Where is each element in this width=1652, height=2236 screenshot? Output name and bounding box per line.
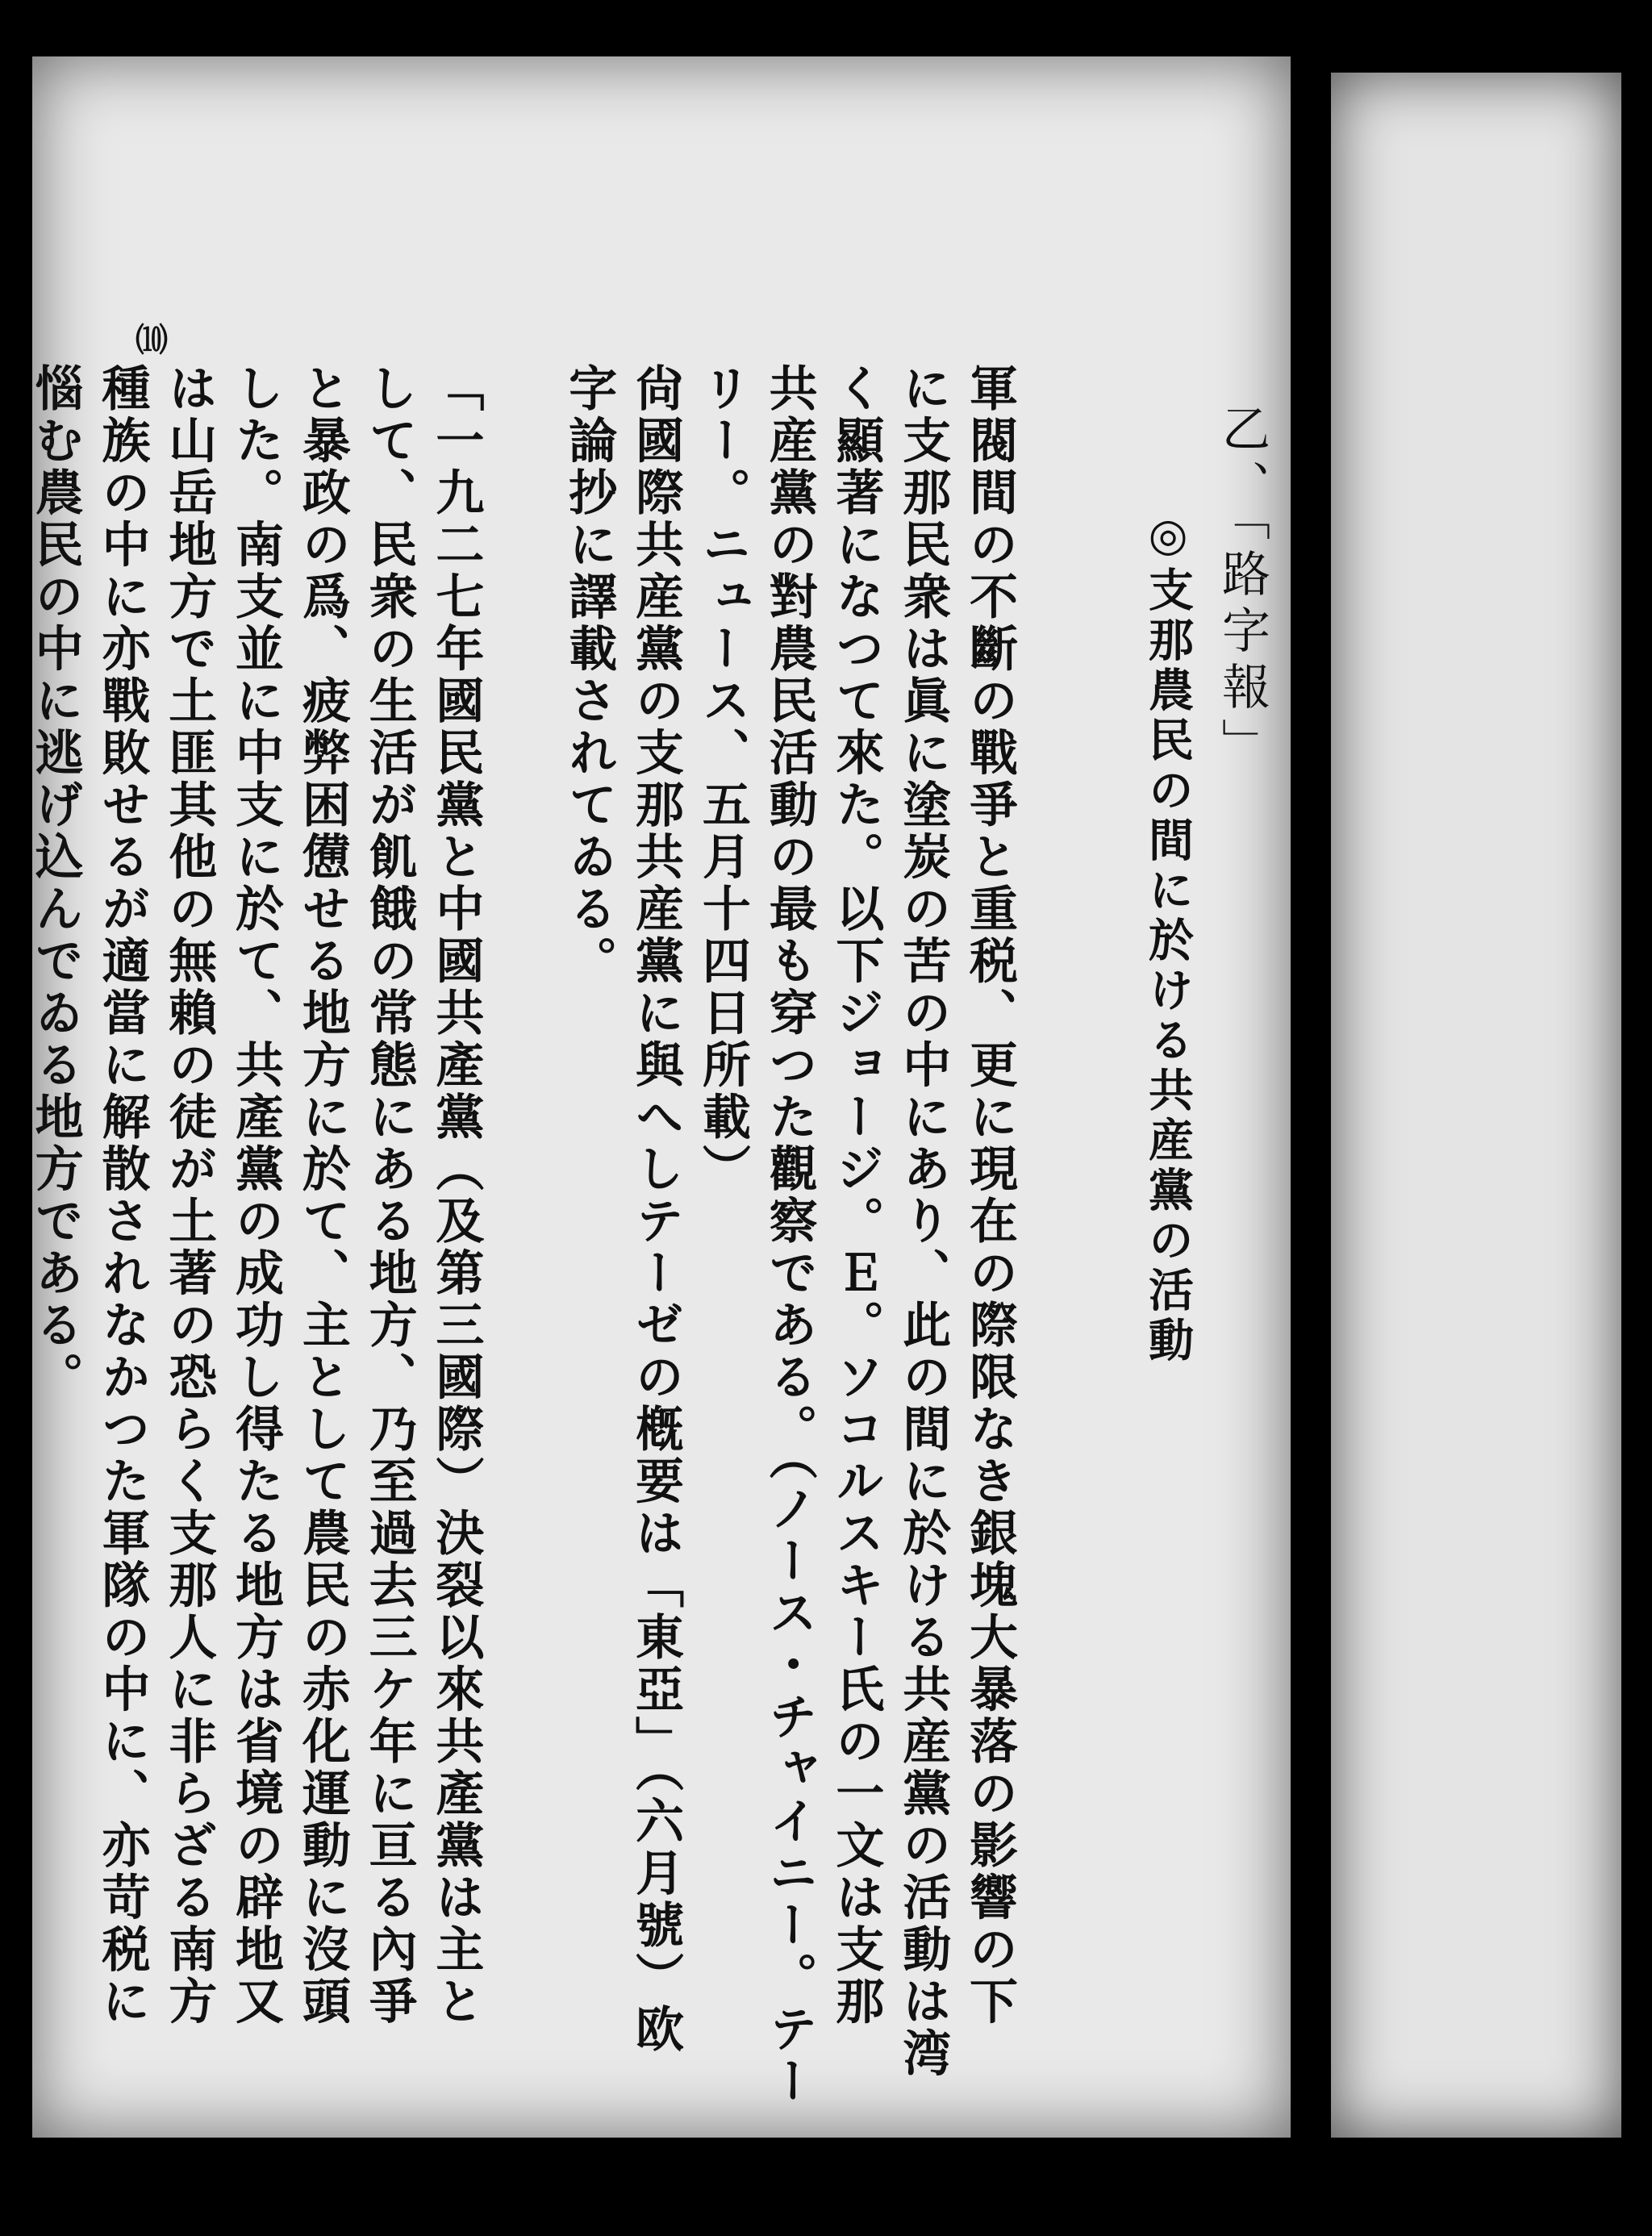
text-column: と暴政の爲、疲弊困憊せる地方に於て、主として農民の赤化運動に沒頭 — [294, 363, 351, 2028]
section-heading: 乙、「路字報」 — [1214, 403, 1270, 774]
article-body — [0, 363, 1089, 2121]
text-column: は山岳地方で土匪其他の無賴の徒が土著の恐らく支那人に非らざる南方 — [161, 363, 218, 2028]
article-title: ◎支那農民の間に於ける共産黨の活動 — [1141, 508, 1195, 1366]
text-column: 尙國際共産黨の支那共産黨に與へしテーゼの槪要は「東亞」（六月號）欧 — [628, 363, 685, 2056]
text-column: リー。ニュース、五月十四日所載） — [694, 363, 751, 1195]
text-column: 種族の中に亦戰敗せるが適當に解散されなかつた軍隊の中に、亦苛税に — [94, 363, 151, 2028]
text-column: して、民衆の生活が飢餓の常態にある地方、乃至過去三ケ年に亘る內爭 — [361, 363, 418, 2028]
text-column: く顯著になつて來た。以下ジョージ。Ｅ。ソコルスキー氏の一文は支那 — [828, 363, 885, 2028]
text-column: 軍閥間の不斷の戰爭と重税、更に現在の際限なき銀塊大暴落の影響の下 — [962, 363, 1018, 2028]
text-column: 「一九二七年國民黨と中國共產黨（及第三國際）決裂以來共產黨は主と — [428, 363, 485, 2028]
text-column: に支那民衆は眞に塗炭の苦の中にあり、此の間に於ける共産黨の活動は湾 — [895, 363, 952, 2080]
text-column: した。南支並に中支に於て、共產黨の成功し得たる地方は省境の辟地又 — [227, 363, 285, 2028]
facing-page-edge — [1331, 73, 1621, 2138]
text-column: 惱む農民の中に逃げ込んでゐる地方である。 — [27, 363, 84, 1404]
page-number: ⑽ — [136, 321, 168, 359]
text-column: 共産黨の對農民活動の最も穿つた觀察である。（ノース・チャイニー。テー — [761, 363, 818, 2108]
text-column: 字論抄に譯載されてゐる。 — [561, 363, 618, 987]
book-page — [27, 56, 1291, 2138]
